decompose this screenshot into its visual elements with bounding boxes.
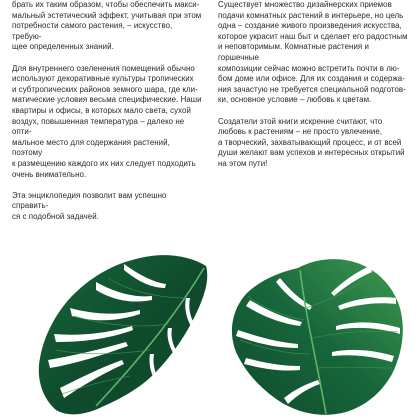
right-paragraph-2: Создатели этой книги искренне считают, что любовь к растениям – не просто увлечение, а творческий, захватывающий процесс, и от всей души желают вам успехов и интересных открытий на этом пути! bbox=[218, 116, 405, 168]
left-paragraph-2: Для внутреннего озеленения помещений обычно используют декоративные культуры тропических и субтропических районов земного шара, где кли- матические условия весьма специфические. Наши квартиры и офисы, в которых мало света, сухой воздух, повышенная температура – далеко не опти- мальное место для содержания растений, поэтому к размещению каждого их них следует подходить очень внимательно. bbox=[12, 63, 202, 179]
monstera-leaves-icon bbox=[0, 238, 420, 420]
right-monstera-leaf bbox=[232, 259, 403, 415]
right-text-column bbox=[218, 0, 412, 180]
left-monstera-leaf bbox=[39, 255, 207, 414]
right-paragraph-1: Существует множество дизайнерских приемов подачи комнатных растений в интерьере, но цель одна – создание живого произведения искусства, которое украсит наш быт и сделает его радостным и неповторимым. Комнатные растения и горшечные композиции сейчас можно встретить почти в лю- бом доме или офисе. Для их создания и содержа- ния зачастую не требуется специальной подготов- ки, основное условие – любовь к цветам. bbox=[218, 0, 408, 105]
left-paragraph-3: Эта энциклопедия позволит вам успешно справить- ся с подобной задачей. bbox=[12, 190, 167, 221]
left-paragraph-1: брать их таким образом, чтобы обеспечить макси- мальный эстетический эффект, учитывая при этом потребности самого растения, – искусство, требую- щее определенных знаний. bbox=[12, 0, 202, 52]
left-text-column bbox=[12, 0, 202, 233]
